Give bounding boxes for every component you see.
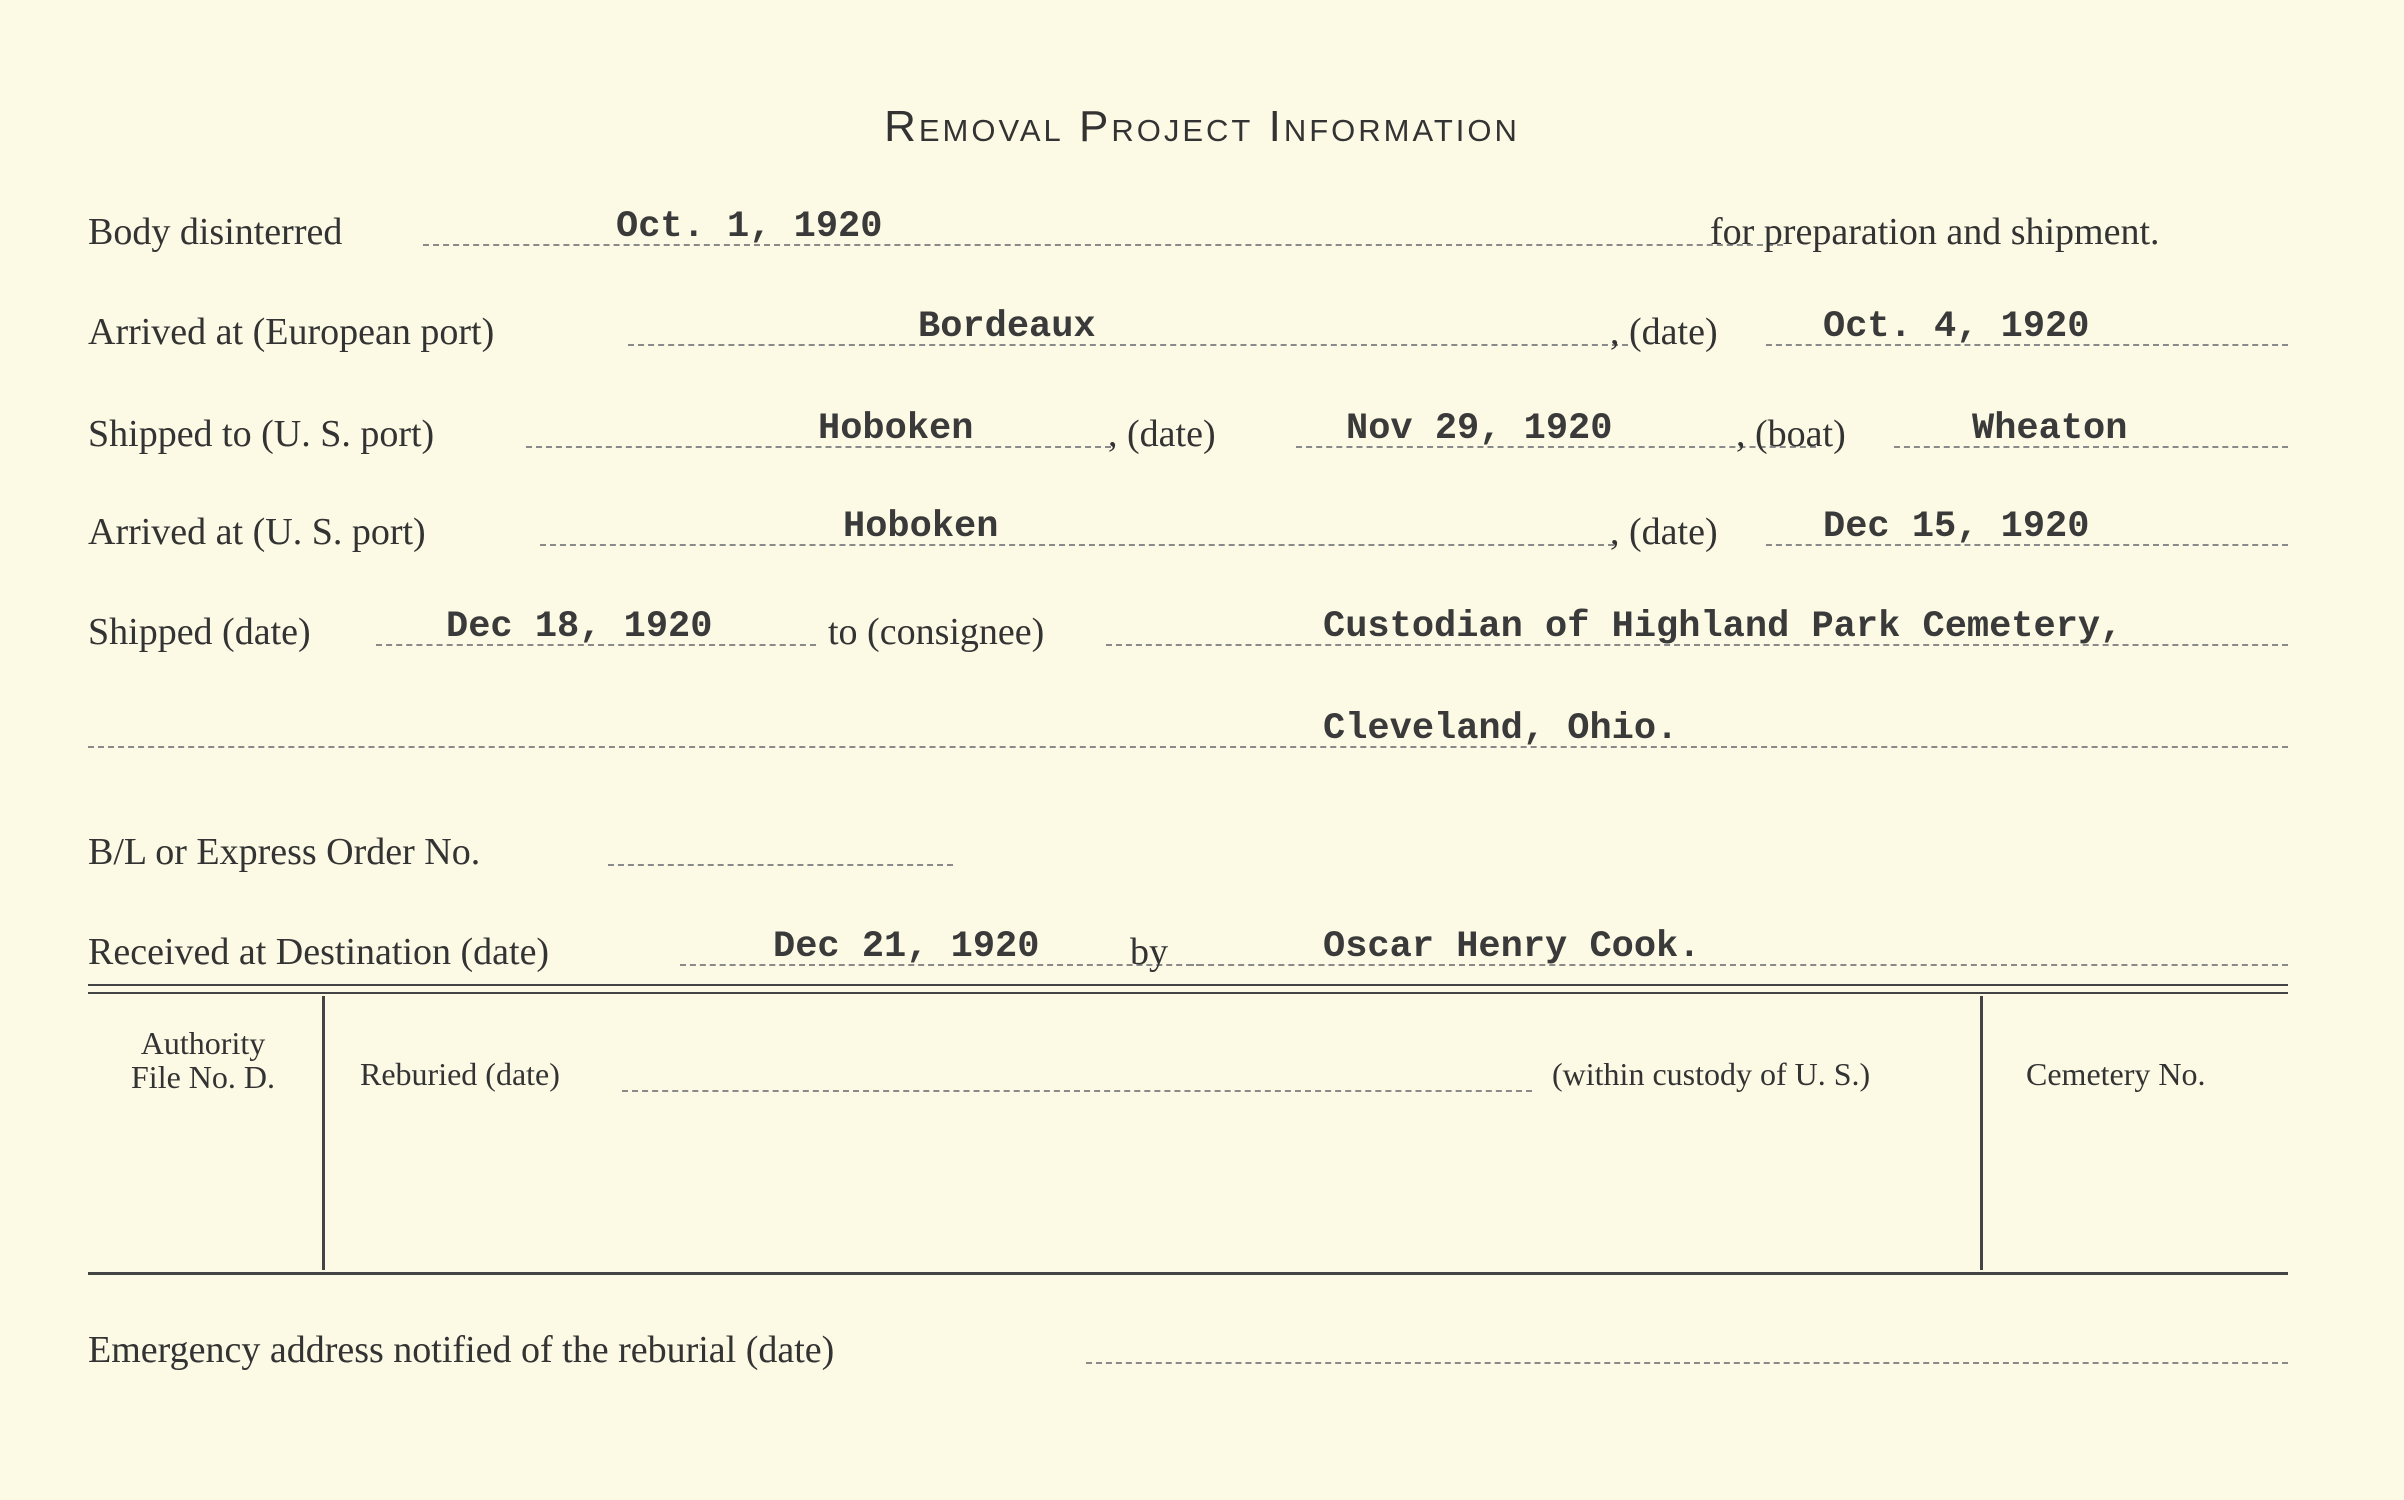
arrived-us-date-label: , (date) bbox=[1610, 511, 1718, 553]
row-bl bbox=[88, 820, 2288, 880]
box-top-rule-1 bbox=[88, 984, 2288, 986]
body-disinterred-value: Oct. 1, 1920 bbox=[616, 206, 883, 248]
row-arrived-european bbox=[88, 300, 2288, 360]
reburied-line bbox=[622, 1090, 1532, 1092]
authority-label-line2: File No. D. bbox=[131, 1059, 275, 1095]
arrived-european-date: Oct. 4, 1920 bbox=[1823, 306, 2090, 348]
box-bottom-rule bbox=[88, 1272, 2288, 1275]
arrived-european-label: Arrived at (European port) bbox=[88, 311, 495, 353]
arrived-european-date-label: , (date) bbox=[1610, 311, 1718, 353]
box-divider-left bbox=[322, 996, 325, 1270]
shipped-us-label: Shipped to (U. S. port) bbox=[88, 413, 435, 455]
shipped-us-boat-label: , (boat) bbox=[1736, 413, 1846, 455]
arrived-us-date: Dec 15, 1920 bbox=[1823, 506, 2090, 548]
shipped-us-boat: Wheaton bbox=[1972, 408, 2128, 450]
received-date: Dec 21, 1920 bbox=[773, 926, 1040, 968]
authority-label-line1: Authority bbox=[140, 1025, 266, 1061]
shipped-us-date: Nov 29, 1920 bbox=[1346, 408, 1613, 450]
arrived-us-label: Arrived at (U. S. port) bbox=[88, 511, 426, 553]
box-divider-right bbox=[1980, 996, 1983, 1270]
consignee-line1: Custodian of Highland Park Cemetery, bbox=[1323, 606, 2123, 648]
body-disinterred-suffix: for preparation and shipment. bbox=[1710, 211, 2160, 253]
row-arrived-us bbox=[88, 500, 2288, 560]
shipped-us-port: Hoboken bbox=[818, 408, 974, 450]
row-body-disinterred bbox=[88, 200, 2288, 260]
received-by-label: by bbox=[1130, 931, 1168, 973]
emergency-line bbox=[1086, 1362, 2288, 1364]
bl-label: B/L or Express Order No. bbox=[88, 831, 481, 873]
shipped-date: Dec 18, 1920 bbox=[446, 606, 713, 648]
emergency-label: Emergency address notified of the reburial (date) bbox=[88, 1329, 835, 1371]
reburied-label: Reburied (date) bbox=[360, 1056, 560, 1092]
arrived-european-port: Bordeaux bbox=[918, 306, 1096, 348]
row-shipped bbox=[88, 600, 2288, 660]
authority-label bbox=[88, 1026, 318, 1094]
bl-line bbox=[608, 864, 953, 866]
box-top-rule-2 bbox=[88, 992, 2288, 994]
consignee-continued-line bbox=[88, 746, 2288, 748]
consignee-label: to (consignee) bbox=[828, 611, 1045, 653]
row-emergency bbox=[88, 1318, 2288, 1378]
arrived-us-port: Hoboken bbox=[843, 506, 999, 548]
page-title: Removal Project Information bbox=[884, 102, 1520, 151]
shipped-us-date-label: , (date) bbox=[1108, 413, 1216, 455]
cemetery-label: Cemetery No. bbox=[2026, 1056, 2206, 1092]
arrived-european-port-line bbox=[628, 344, 1628, 346]
row-shipped-us bbox=[88, 402, 2288, 462]
arrived-us-port-line bbox=[540, 544, 1614, 546]
row-consignee-continued bbox=[88, 702, 2288, 762]
shipped-date-label: Shipped (date) bbox=[88, 611, 311, 653]
row-received bbox=[88, 920, 2288, 980]
consignee-line2: Cleveland, Ohio. bbox=[1323, 708, 1679, 750]
received-label: Received at Destination (date) bbox=[88, 931, 550, 973]
body-disinterred-label: Body disinterred bbox=[88, 211, 343, 253]
received-by: Oscar Henry Cook. bbox=[1323, 926, 1701, 968]
custody-label: (within custody of U. S.) bbox=[1552, 1056, 1871, 1092]
